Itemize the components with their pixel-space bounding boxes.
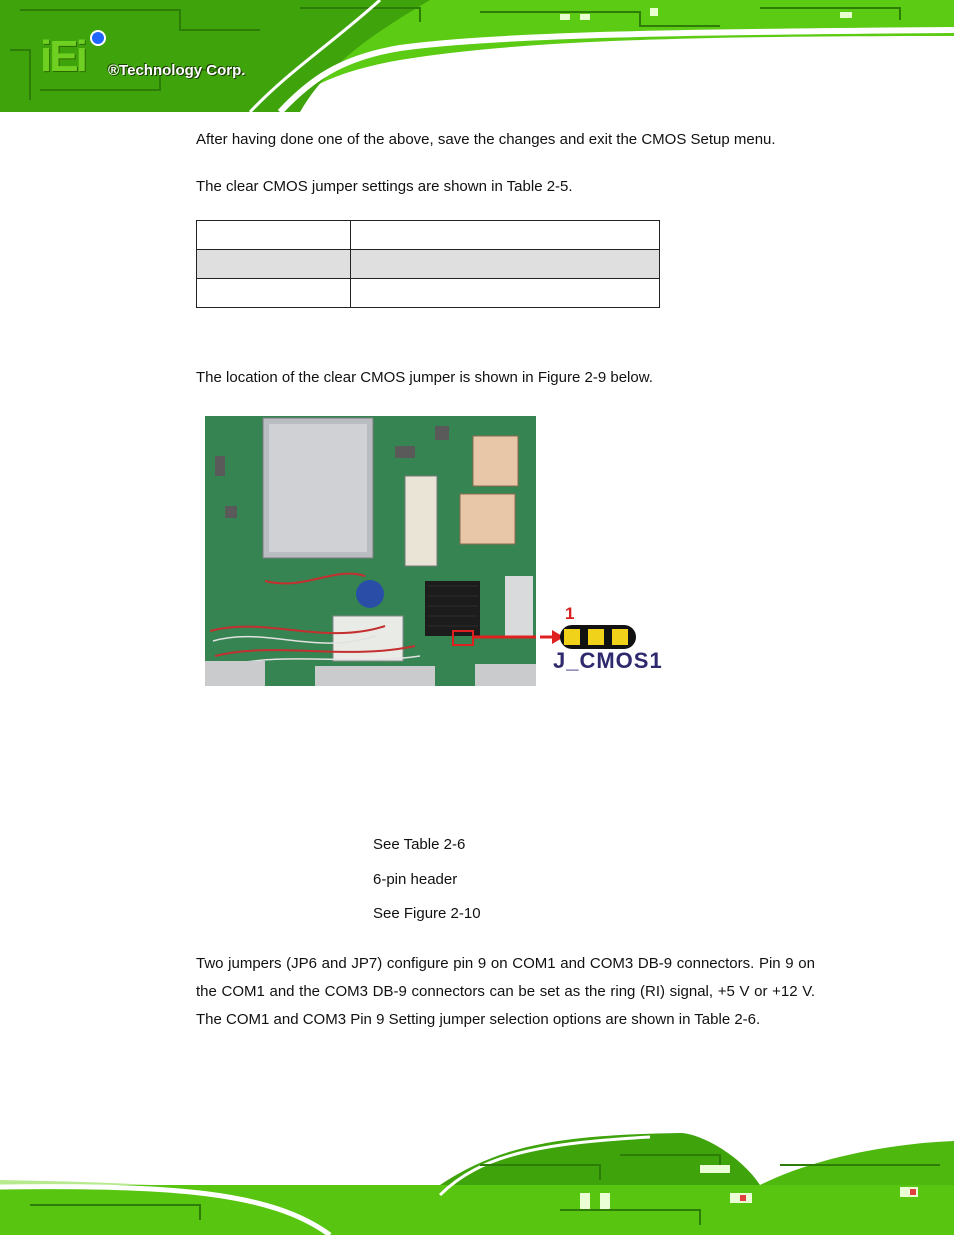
- circuit-board-footer: [0, 1125, 954, 1235]
- header-banner: [0, 0, 954, 112]
- table-row: [197, 250, 660, 279]
- circuit-board-background: [0, 0, 954, 112]
- paragraph-after-setup: After having done one of the above, save the changes and exit the CMOS Setup menu.: [196, 131, 776, 148]
- paragraph-jumper-settings: The clear CMOS jumper settings are shown in Table 2-5.: [196, 178, 573, 195]
- pin-one-label: 1: [565, 604, 575, 623]
- logo-dot-icon: [90, 30, 106, 46]
- logo-mark: iEi: [40, 32, 85, 81]
- paragraph-com-pin9: Two jumpers (JP6 and JP7) configure pin 9 on COM1 and COM3 DB-9 connectors. Pin 9 on the COM1 and the COM3 DB-9 connectors can be set as the ring (RI) signal, +5 V or +12 V. The COM1 and COM3 Pin 9 Setting jumper selection options are shown in Table 2-6.: [196, 955, 815, 1028]
- jumper-label: J_CMOS1: [553, 648, 663, 673]
- jumper-location-ref: See Figure 2-10: [373, 905, 481, 922]
- footer-banner: [0, 1125, 954, 1235]
- jumper-settings-ref: See Table 2-6: [373, 836, 466, 853]
- paragraph-location: The location of the clear CMOS jumper is shown in Figure 2-9 below.: [196, 369, 653, 386]
- company-name: ®Technology Corp.: [108, 62, 246, 79]
- table-row: [197, 279, 660, 308]
- clear-cmos-settings-table: [196, 220, 660, 308]
- table-row: [197, 221, 660, 250]
- motherboard-photo: [205, 416, 536, 686]
- jumper-type: 6-pin header: [373, 871, 458, 888]
